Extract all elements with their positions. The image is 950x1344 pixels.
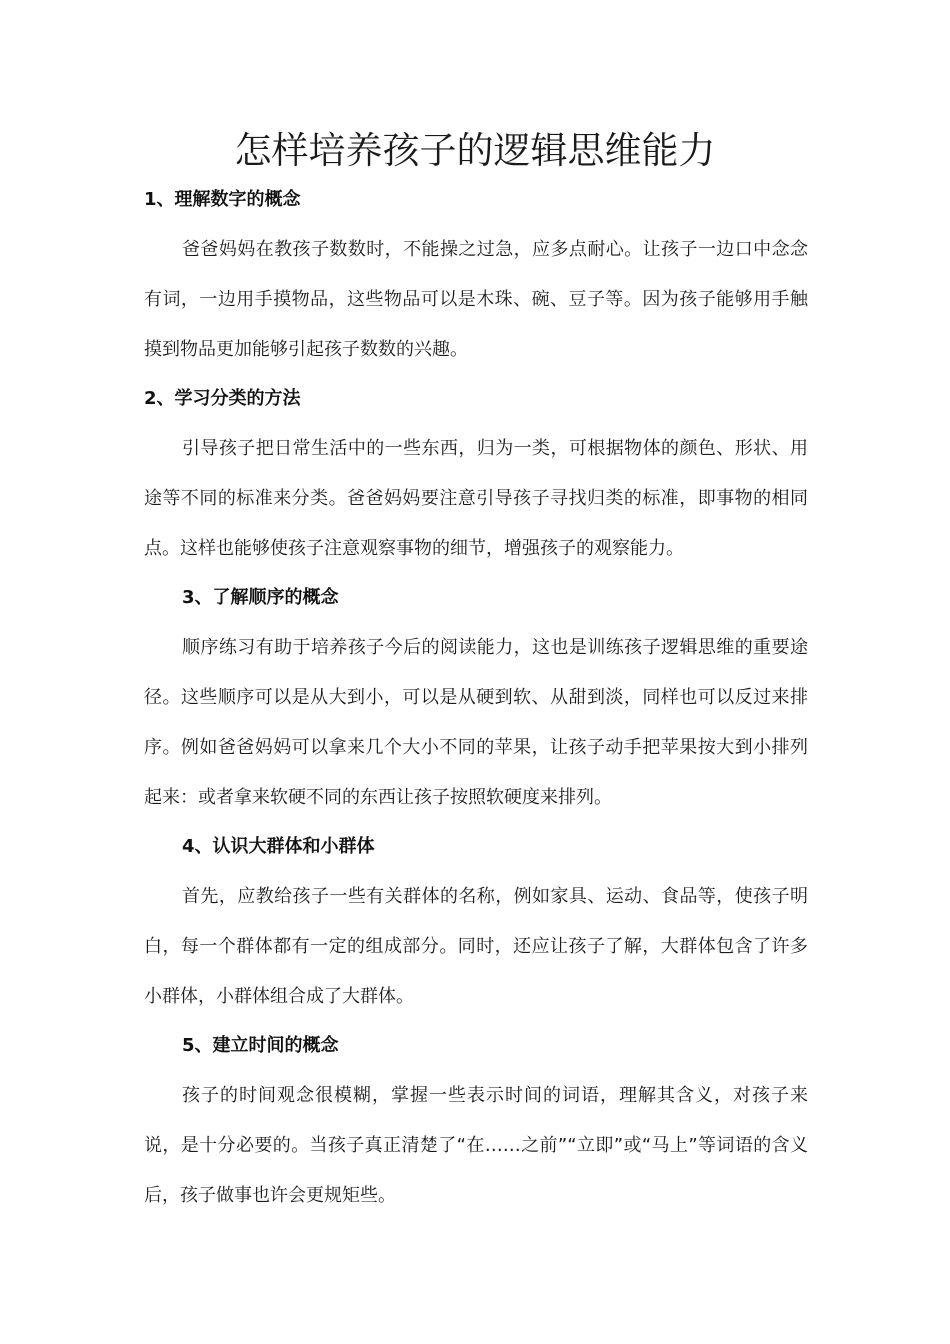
section-body-5: 孩子的时间观念很模糊，掌握一些表示时间的词语，理解其含义，对孩子来说，是十分必要的。当孩子真正清楚了“在……之前”“立即”或“马上”等词语的含义后，孩子做事也许会更规矩些。 — [144, 1085, 808, 1206]
section-heading-5: 5、建立时间的概念 — [182, 1035, 339, 1056]
section-body-4: 首先，应教给孩子一些有关群体的名称，例如家具、运动、食品等，使孩子明白，每一个群体都有一定的组成部分。同时，还应让孩子了解，大群体包含了许多小群体，小群体组合成了大群体。 — [144, 886, 808, 1007]
section-heading-2: 2、学习分类的方法 — [144, 388, 301, 409]
section-body-1: 爸爸妈妈在教孩子数数时，不能操之过急，应多点耐心。让孩子一边口中念念有词，一边用手摸物品，这些物品可以是木珠、碗、豆子等。因为孩子能够用手触摸到物品更加能够引起孩子数数的兴趣。 — [144, 239, 808, 360]
section-heading-4: 4、认识大群体和小群体 — [182, 836, 375, 857]
section-body-3: 顺序练习有助于培养孩子今后的阅读能力，这也是训练孩子逻辑思维的重要途径。这些顺序可以是从大到小，可以是从硬到软、从甜到淡，同样也可以反过来排序。例如爸爸妈妈可以拿来几个大小不同的苹果，让孩子动手把苹果按大到小排列起来：或者拿来软硬不同的东西让孩子按照软硬度来排列。 — [144, 637, 808, 808]
section-heading-3: 3、了解顺序的概念 — [182, 587, 339, 608]
section-heading-1: 1、理解数字的概念 — [144, 189, 301, 210]
section-body-2: 引导孩子把日常生活中的一些东西，归为一类，可根据物体的颜色、形状、用途等不同的标准来分类。爸爸妈妈要注意引导孩子寻找归类的标准，即事物的相同点。这样也能够使孩子注意观察事物的细节，增强孩子的观察能力。 — [144, 438, 808, 559]
document-title: 怎样培养孩子的逻辑思维能力 — [234, 129, 716, 172]
